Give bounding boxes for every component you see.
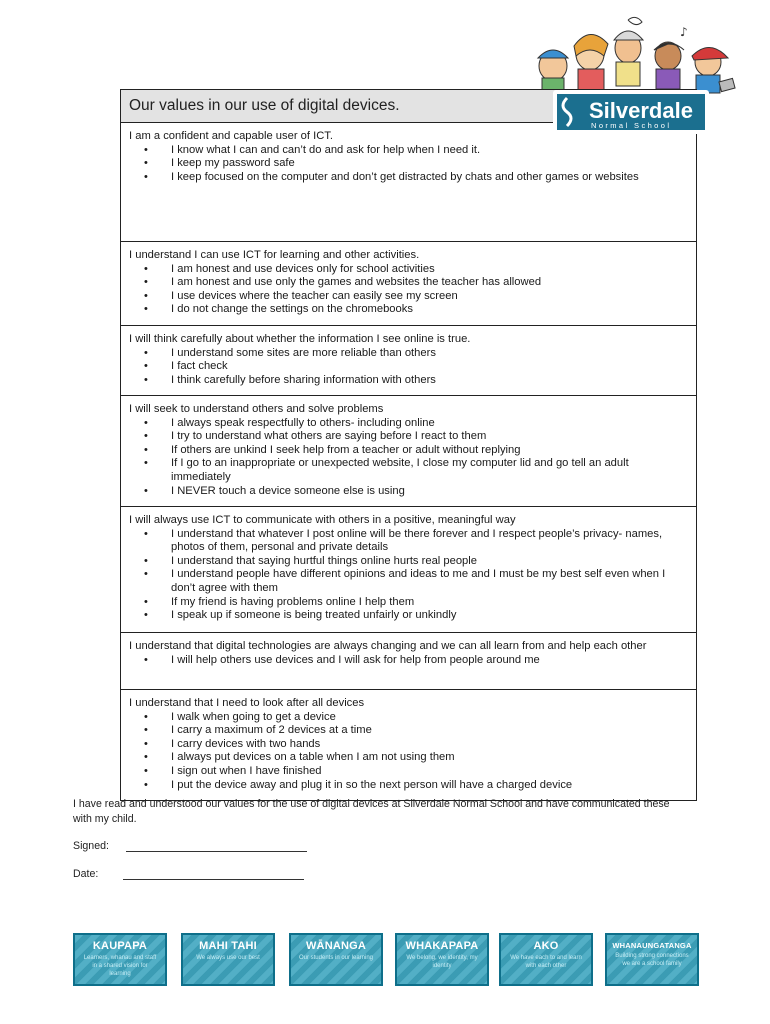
values-section [121,396,696,507]
list-item: • I am honest and use only the games and websites the teacher has allowed [129,276,688,290]
section-heading: I understand that digital technologies are always changing and we can all learn from and help each other [129,640,647,652]
values-section [121,326,696,396]
date-row [73,868,304,880]
list-item: • I speak up if someone is being treated unfairly or unkindly [129,609,688,623]
date-label: Date: [73,868,99,880]
list-item: • I keep my password safe [129,157,688,171]
tile-text: We belong, we identity, my identity [406,955,478,969]
section-heading: I will always use ICT to communicate with others in a positive, meaningful way [129,514,516,526]
logo-subtitle: Normal School [591,121,672,130]
list-item: • I sign out when I have finished [129,765,688,779]
list-item: • I carry devices with two hands [129,738,688,752]
values-section [121,633,696,690]
list-item: • I carry a maximum of 2 devices at a time [129,724,688,738]
tile-title: WHAKAPAPA [405,940,479,952]
agreement-text: I have read and understood our values for the use of digital devices at Silverdale Normal School and have communicated these with my child. [73,798,670,825]
tile-title: MAHI TAHI [199,940,257,952]
list-item: • I understand that whatever I post online will be there forever and I respect people’s privacy- names, photos of them, personal and private details [129,528,688,555]
kid-illustration [654,25,688,89]
tile-text: We always use our best [196,955,260,961]
section-heading: I will seek to understand others and solve problems [129,403,384,415]
list-item: • If others are unkind I seek help from a teacher or adult without replying [129,444,688,458]
signature-row [73,840,307,852]
value-tile [605,933,699,986]
date-line [123,869,304,880]
kids-illustration [528,14,738,96]
value-tile [181,933,275,986]
tile-title: KAUPAPA [92,940,148,952]
tile-text: Learners, whanau and staff in a shared vision for learning [83,955,157,977]
kid-illustration [614,17,643,86]
list-item: • I fact check [129,360,688,374]
footer-tiles [73,933,699,986]
kid-illustration [574,34,608,91]
list-item: • I know what I can and can’t do and ask for help when I need it. [129,144,688,158]
page-title: Our values in our use of digital devices. [129,97,400,114]
tile-text: Building strong connections we are a school family [615,953,689,967]
tile-text: We have each to and learn with each other [510,955,582,969]
list-item: • I keep focused on the computer and don’t get distracted by chats and other games or websites [129,171,688,185]
tile-title: WHANAUNGATANGA [612,941,692,950]
list-item: • I put the device away and plug it in so the next person will have a charged device [129,779,688,793]
list-item: • I understand some sites are more reliable than others [129,347,688,361]
value-tile [395,933,489,986]
list-item: • I try to understand what others are saying before I react to them [129,430,688,444]
list-item: • If I go to an inappropriate or unexpected website, I close my computer lid and go tell an adult immediately [129,457,688,484]
tile-title: AKO [533,940,559,952]
signature-line [126,841,307,852]
section-heading: I am a confident and capable user of ICT. [129,130,333,142]
list-item: • I think carefully before sharing information with others [129,374,688,388]
tile-text: Our students in our learning [298,955,374,961]
list-item: • I walk when going to get a device [129,711,688,725]
list-item: • I always speak respectfully to others- including online [129,417,688,431]
values-table [120,89,697,801]
values-section [121,242,696,326]
list-item: • I NEVER touch a device someone else is using [129,485,688,499]
list-item: • I will help others use devices and I will ask for help from people around me [129,654,688,668]
list-item: • I understand people have different opinions and ideas to me and I must be my best self even when I don’t agree with them [129,568,688,595]
values-section [121,690,696,800]
values-section [121,123,696,242]
list-item: • I use devices where the teacher can easily see my screen [129,290,688,304]
values-section [121,507,696,633]
logo-name: Silverdale [589,98,693,123]
list-item: • I am honest and use devices only for school activities [129,263,688,277]
value-tile [289,933,383,986]
list-item: • I understand that saying hurtful things online hurts real people [129,555,688,569]
list-item: • I always put devices on a table when I am not using them [129,751,688,765]
value-tile [73,933,167,986]
svg-text:♪: ♪ [680,25,688,39]
tile-title: WĀNANGA [305,940,367,952]
section-heading: I understand that I need to look after all devices [129,697,365,709]
value-tile [499,933,593,986]
school-logo [553,86,709,138]
section-heading: I will think carefully about whether the information I see online is true. [129,333,471,345]
list-item: • If my friend is having problems online I help them [129,596,688,610]
list-item: • I do not change the settings on the chromebooks [129,303,688,317]
section-heading: I understand I can use ICT for learning and other activities. [129,249,420,261]
signed-label: Signed: [73,840,109,852]
